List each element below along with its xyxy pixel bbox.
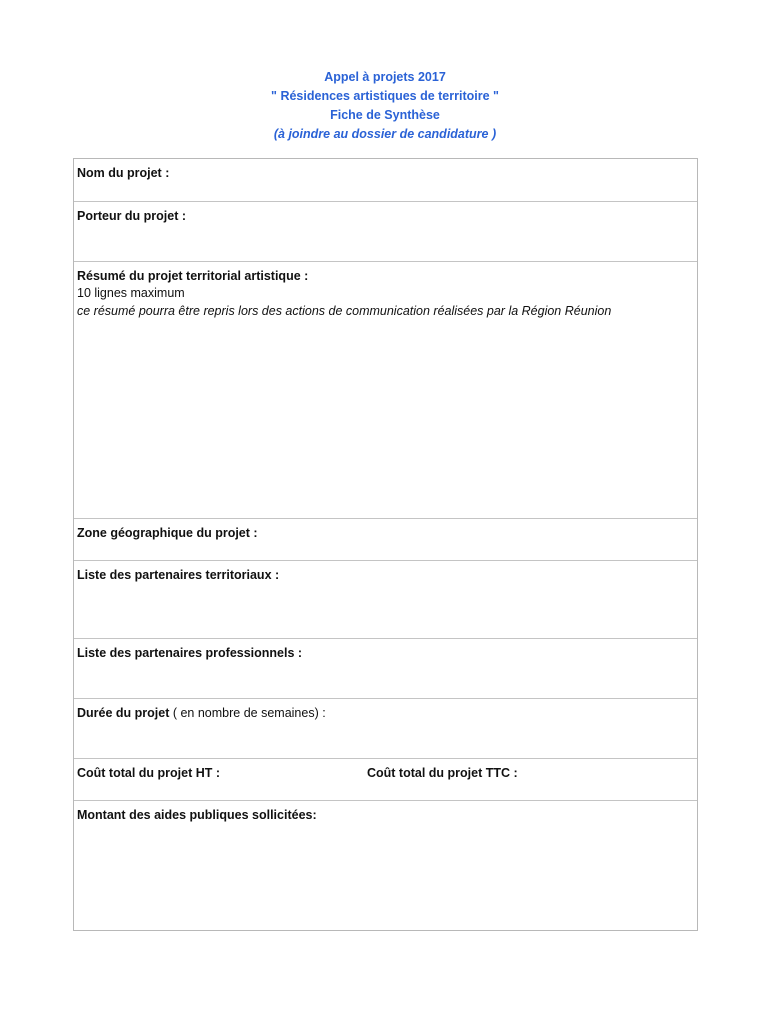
row-porteur-projet[interactable] <box>74 202 697 262</box>
row-nom-projet[interactable] <box>74 159 697 202</box>
cout-ht-label: Coût total du projet HT : <box>77 766 221 780</box>
header-subtitle: " Résidences artistiques de territoire " <box>271 89 499 103</box>
montant-aides-label: Montant des aides publiques sollicitées: <box>77 808 317 822</box>
duree-label-text: Durée du projet <box>77 706 170 720</box>
partenaires-territoriaux-label: Liste des partenaires territoriaux : <box>77 568 280 582</box>
porteur-projet-label: Porteur du projet : <box>77 209 187 223</box>
row-cout[interactable] <box>74 759 697 801</box>
duree-note: ( en nombre de semaines) : <box>169 706 326 720</box>
header-form-name: Fiche de Synthèse <box>330 108 440 122</box>
resume-limit: 10 lignes maximum <box>77 286 185 300</box>
resume-note: ce résumé pourra être repris lors des actions de communication réalisées par la Région Réunion <box>77 304 612 318</box>
header-instruction: (à joindre au dossier de candidature ) <box>273 127 497 141</box>
row-zone[interactable] <box>74 519 697 561</box>
resume-label: Résumé du projet territorial artistique : <box>77 269 309 283</box>
header-title: Appel à projets 2017 <box>324 70 446 84</box>
duree-label <box>77 705 326 722</box>
row-duree[interactable] <box>74 699 697 759</box>
row-partenaires-territoriaux[interactable] <box>74 561 697 639</box>
partenaires-professionnels-label: Liste des partenaires professionnels : <box>77 646 303 660</box>
row-resume[interactable] <box>74 262 697 519</box>
cout-ttc-label: Coût total du projet TTC : <box>367 766 518 780</box>
form-header <box>0 68 770 144</box>
nom-projet-label: Nom du projet : <box>77 166 170 180</box>
row-partenaires-professionnels[interactable] <box>74 639 697 699</box>
zone-label: Zone géographique du projet : <box>77 526 258 540</box>
row-montant-aides[interactable] <box>74 801 697 930</box>
synthesis-form <box>73 158 698 931</box>
